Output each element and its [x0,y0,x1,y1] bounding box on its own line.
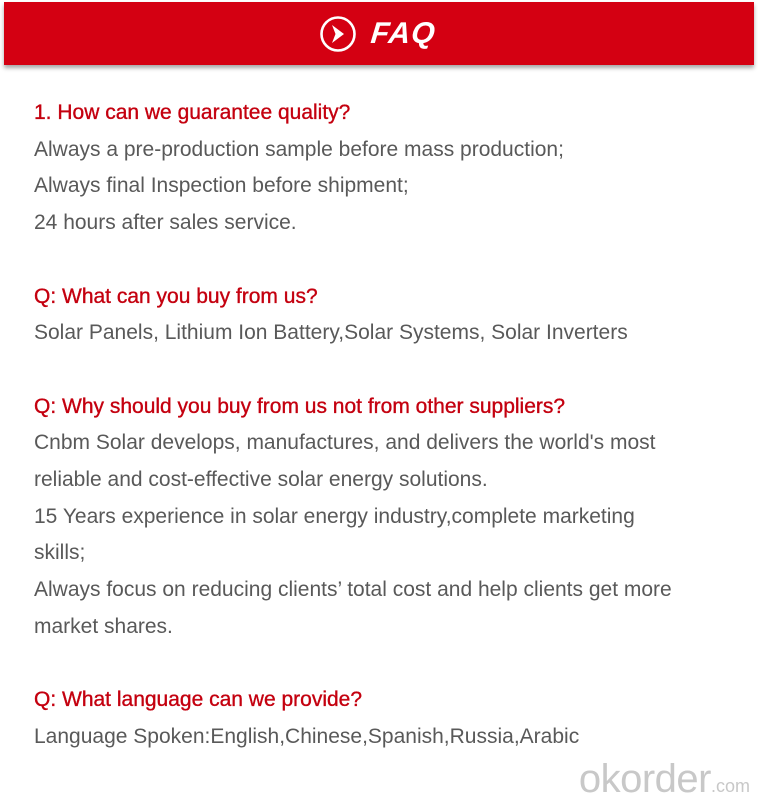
faq-spacer [34,242,734,279]
faq-item-quality [34,95,734,242]
faq-spacer [34,352,734,389]
faq-answer-line: reliable and cost-effective solar energy solutions. [34,468,488,491]
faq-title: FAQ [368,16,438,50]
faq-spacer [34,646,734,683]
faq-answer-line: Cnbm Solar develops, manufactures, and delivers the world's most [34,431,656,455]
faq-answer-line: Always final Inspection before shipment; [34,174,409,198]
okorder-watermark [579,757,750,802]
watermark-suffix: .com [710,776,750,796]
faq-answer-line: 15 Years experience in solar energy industry,complete marketing [34,504,635,528]
faq-item-products [34,279,734,352]
faq-question: Q: What can you buy from us? [34,284,318,308]
faq-item-language [34,682,734,755]
faq-header-banner [4,2,754,65]
watermark-text: okorder [578,757,711,801]
faq-answer-line: Always a pre-production sample before mass production; [34,137,564,161]
faq-question: Q: What language can we provide? [34,688,363,712]
faq-content [34,95,734,756]
faq-answer-line: 24 hours after sales service. [34,211,297,235]
faq-question: Q: Why should you buy from us not from other suppliers? [34,394,566,418]
faq-header-content [319,15,436,53]
faq-answer-line: skills; [34,541,86,565]
faq-question: 1. How can we guarantee quality? [34,101,351,124]
faq-answer-line: market shares. [34,614,173,638]
faq-answer-line: Always focus on reducing clients’ total cost and help clients get more [34,578,672,602]
faq-answer-line: Language Spoken:English,Chinese,Spanish,Russia,Arabic [34,724,580,748]
faq-answer-line: Solar Panels, Lithium Ion Battery,Solar Systems, Solar Inverters [34,321,628,345]
arrow-right-circle-icon [319,15,357,53]
faq-item-why-us [34,389,734,646]
